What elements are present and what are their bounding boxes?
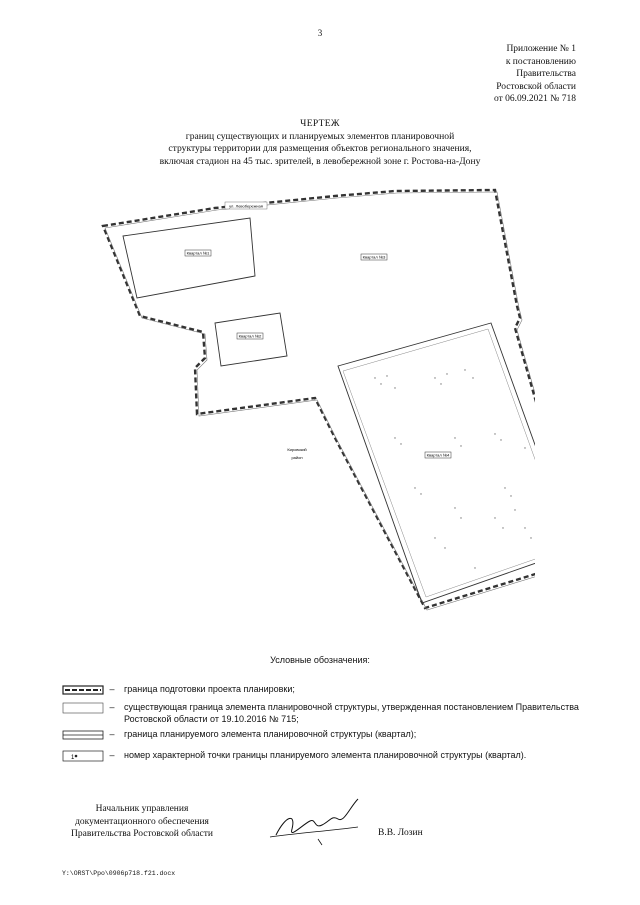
title-line: структуры территории для размещения объектов регионального значения, — [168, 143, 472, 155]
svg-text:Квартал №4: Квартал №4 — [426, 452, 450, 458]
block-2-label — [237, 333, 263, 339]
legend-item — [62, 702, 622, 725]
site-texture — [374, 369, 531, 568]
legend-dash: – — [109, 750, 115, 760]
legend-item — [62, 729, 622, 741]
title-line: включая стадион на 45 тыс. зрителей, в левобережной зоне г. Ростова-на-Дону — [159, 155, 481, 167]
file-path: Y:\ORST\Ppo\0906p718.f21.docx — [62, 870, 176, 877]
appendix-line: Ростовской области — [496, 81, 576, 92]
legend-dash: – — [109, 729, 115, 739]
street-label — [225, 202, 267, 209]
page-number: 3 — [317, 28, 323, 38]
svg-text:Квартал №1: Квартал №1 — [186, 250, 210, 256]
block-1-label — [185, 250, 211, 256]
title-heading: ЧЕРТЕЖ — [300, 118, 340, 129]
legend-text: граница подготовки проекта планировки; — [124, 684, 295, 694]
signatory-name: В.В. Лозин — [378, 828, 423, 838]
project-boundary — [103, 190, 535, 608]
legend-text: номер характерной точки границы планируемого элемента планировочной структуры (квартал). — [124, 750, 527, 760]
svg-text:ул. Левобережная: ул. Левобережная — [229, 203, 263, 209]
handwritten-signature — [258, 795, 368, 850]
planned-boundary-symbol — [62, 729, 104, 741]
svg-text:Квартал №2: Квартал №2 — [238, 333, 262, 339]
legend-text: существующая граница элемента планировочной структуры, утвержденная постановлением Правительства Ростовской области от 19.10.2016 № 715; — [124, 702, 579, 724]
block-3-label — [361, 254, 387, 260]
district-label: район — [291, 455, 303, 460]
block-4-boundary — [338, 323, 535, 603]
appendix-line: Правительства — [516, 69, 576, 79]
planning-drawing — [95, 188, 535, 628]
position-line: документационного обеспечения — [75, 816, 209, 827]
existing-boundary-symbol — [62, 702, 104, 714]
position-line: Начальник управления — [95, 804, 189, 814]
appendix-header — [376, 43, 576, 106]
legend-text: граница планируемого элемента планировочной структуры (квартал); — [124, 729, 417, 739]
appendix-line: Приложение № 1 — [506, 44, 576, 54]
document-title — [0, 118, 640, 168]
legend-dash: – — [109, 684, 115, 694]
district-label: Кировский — [287, 447, 307, 452]
legend-item — [62, 684, 622, 696]
title-line: границ существующих и планируемых элементов планировочной — [185, 130, 455, 142]
boundary-point-symbol — [62, 750, 104, 762]
legend-item — [62, 750, 622, 762]
svg-text:1: 1 — [71, 755, 75, 761]
legend-title: Условные обозначения: — [270, 655, 370, 665]
block-1-boundary — [123, 218, 255, 298]
block-4-label — [425, 452, 451, 458]
position-line: Правительства Ростовской области — [71, 829, 213, 839]
signatory-position — [62, 803, 222, 841]
legend-dash: – — [109, 702, 115, 712]
appendix-line: к постановлению — [505, 56, 576, 67]
project-boundary-symbol — [62, 684, 104, 696]
svg-text:Квартал №3: Квартал №3 — [362, 254, 386, 260]
appendix-line: от 06.09.2021 № 718 — [494, 94, 576, 104]
block-2-boundary — [215, 313, 287, 366]
